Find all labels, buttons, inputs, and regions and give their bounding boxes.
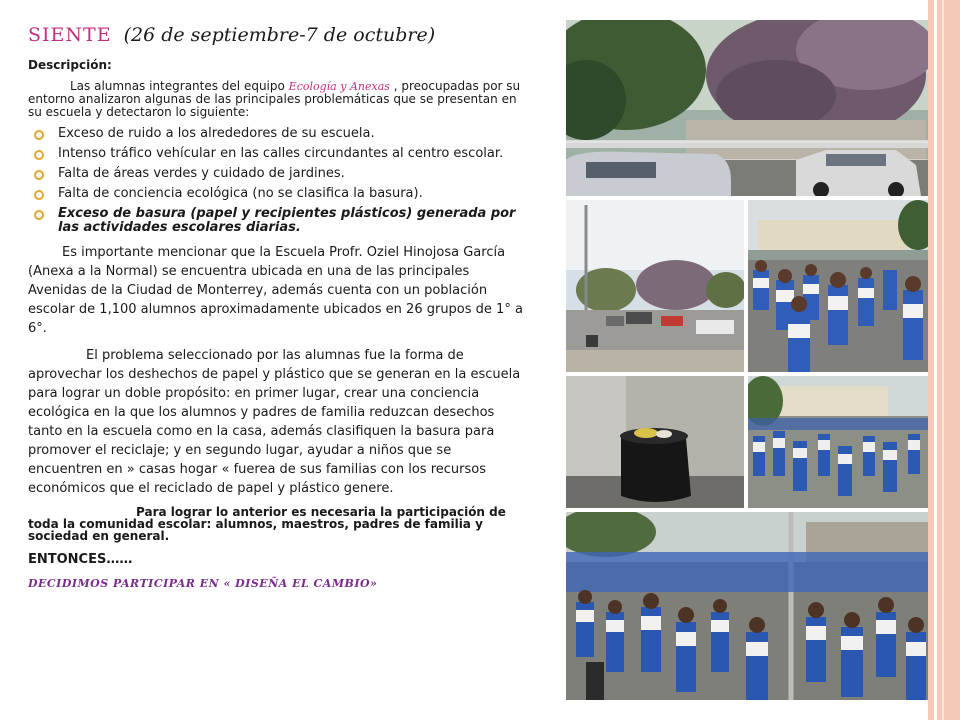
schoolyard-assembly-photo bbox=[748, 376, 928, 508]
decorative-right-border bbox=[928, 0, 960, 720]
decidimos-text: DECIDIMOS PARTICIPAR EN « DISEÑA EL CAMBIO» bbox=[28, 577, 378, 590]
intro-paragraph bbox=[28, 80, 528, 119]
date-range: (26 de septiembre-7 de octubre) bbox=[123, 24, 436, 46]
school-entrance-photo bbox=[566, 20, 928, 196]
list-item: Intenso tráfico vehícular en las calles circundantes al centro escolar. bbox=[28, 147, 528, 161]
trash-bag-photo bbox=[566, 376, 744, 508]
list-item: Falta de áreas verdes y cuidado de jardines. bbox=[28, 167, 528, 181]
intro-before: Las alumnas integrantes del equipo bbox=[70, 79, 289, 93]
school-paragraph: Es importante mencionar que la Escuela Profr. Oziel Hinojosa García (Anexa a la Normal) se encuentra ubicada en una de las principales Avenidas de la Ciudad de Monterrey, además cuenta con un población escolar de 1,100 alumnos aproximadamente ubicados en 26 grupos de 1° a 6°. bbox=[28, 245, 523, 336]
list-item: Exceso de basura (papel y recipientes plásticos) generada por las actividades escolares diarias. bbox=[28, 207, 528, 235]
title-row bbox=[28, 22, 528, 48]
problem-paragraph: El problema seleccionado por las alumnas fue la forma de aprovechar los deshechos de papel y plástico que se generan en la escuela para lograr un doble propósito: en primer lugar, crear una conciencia ecológica en la que los alumnos y padres de familia reduzcan desechos tanto en la escuela como en la casa, además clasifiquen la basura para promover el reciclaje; y en segundo lugar, ayudar a niños que se encuentren en » casas hogar « fuerea de sus familias con los recursos económicos que el reciclado de papel y plástico genere. bbox=[28, 348, 521, 496]
students-line-photo bbox=[748, 200, 928, 372]
description-label: Descripción: bbox=[28, 58, 112, 72]
list-item: Falta de conciencia ecológica (no se clasifica la basura). bbox=[28, 187, 528, 201]
street-traffic-photo bbox=[566, 200, 744, 372]
list-item: Exceso de ruido a los alrededores de su escuela. bbox=[28, 127, 528, 141]
text-column bbox=[28, 22, 528, 590]
participation-rest: participación de toda la comunidad escolar: alumnos, maestros, padres de familia y sociedad en general. bbox=[28, 505, 506, 543]
participation-paragraph bbox=[28, 506, 528, 542]
students-gathering-photo bbox=[566, 512, 928, 700]
entonces-text: ENTONCES…… bbox=[28, 552, 133, 567]
team-name: Ecología y Anexas bbox=[288, 80, 390, 93]
photo-collage bbox=[566, 20, 928, 700]
intro-after: , preocupadas por su entorno analizaron algunas de las principales problemáticas que se presentan en su escuela y detectaron lo siguiente: bbox=[28, 79, 521, 119]
page-title: SIENTE bbox=[28, 24, 112, 46]
participation-lead: Para lograr lo anterior es necesaria la bbox=[136, 505, 393, 519]
problem-list bbox=[28, 127, 528, 235]
